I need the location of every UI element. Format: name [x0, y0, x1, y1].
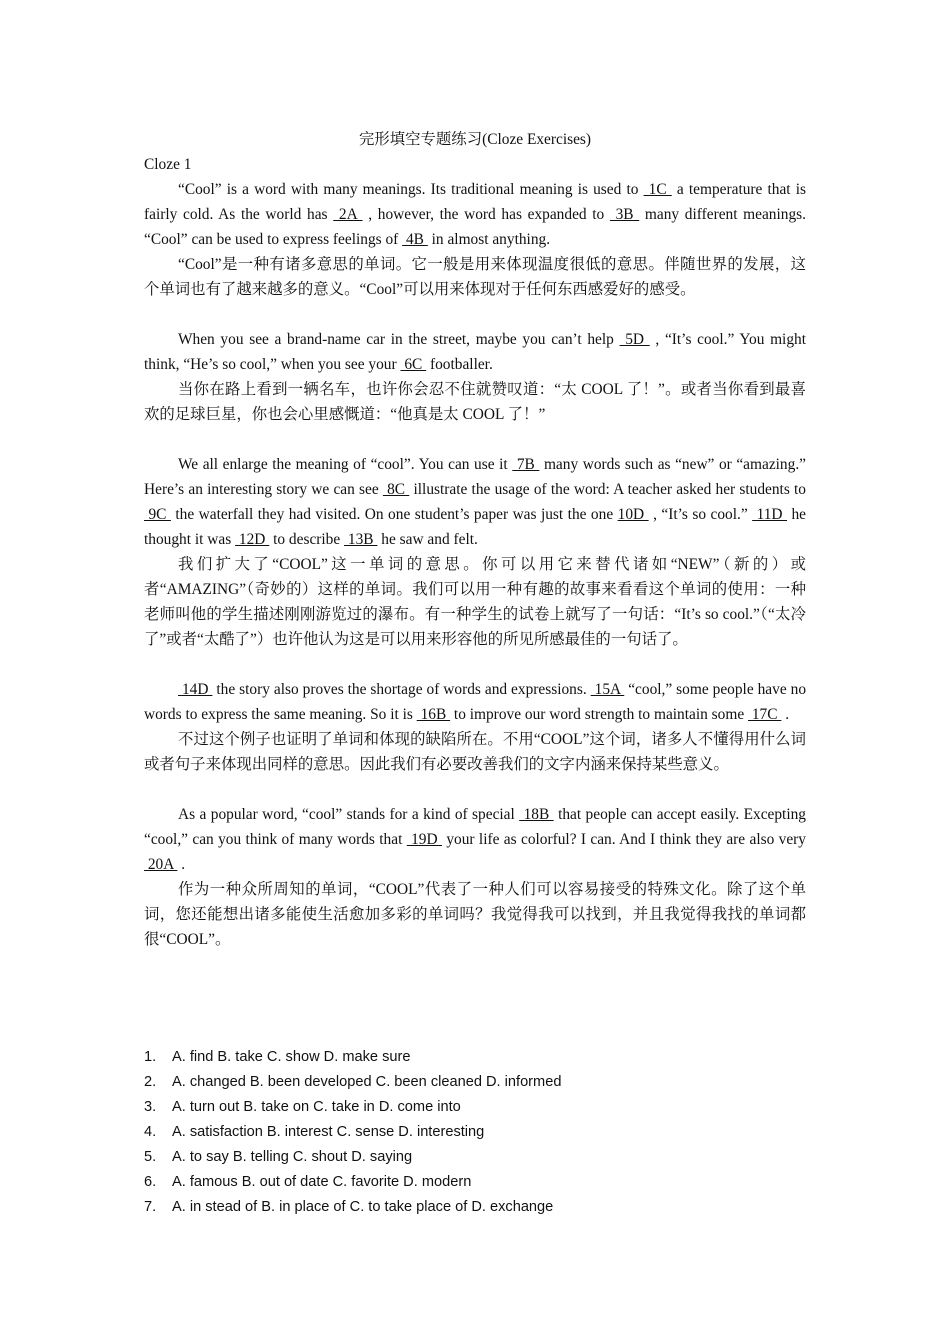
- text-run: many different meanings. “Cool” can be used to express feelings of: [144, 206, 807, 248]
- option-item: [144, 1070, 806, 1095]
- blank-3: 3B: [609, 206, 640, 223]
- blank-20: 20A: [144, 856, 178, 873]
- text-run: , “It’s cool.” You might think, “He’s so cool,” when you see your: [144, 331, 806, 373]
- blank-14: 14D: [178, 681, 213, 698]
- text-run: “Cool” is a word with many meanings. Its traditional meaning is used to: [178, 181, 644, 198]
- option-number: 6.: [144, 1174, 157, 1190]
- text-run: We all enlarge the meaning of “cool”. You can use it: [178, 456, 513, 473]
- page-title: 完形填空专题练习(Cloze Exercises): [358, 131, 592, 148]
- spacer: [144, 777, 806, 802]
- text-run: .: [781, 706, 790, 723]
- text-run: , “It’s so cool.”: [648, 506, 753, 523]
- blank-1: 1C: [643, 181, 672, 198]
- option-text: A. in stead of B. in place of C. to take place of D. exchange: [172, 1199, 554, 1215]
- paragraph-5-cn: 作为一种众所周知的单词，“COOL”代表了一种人们可以容易接受的特殊文化。除了这个单词，您还能想出诸多能使生活愈加多彩的单词吗？我觉得我可以找到，并且我觉得我找的单词都很“COOL”。: [144, 881, 806, 948]
- option-number: 3.: [144, 1099, 157, 1115]
- text-run: .: [177, 856, 186, 873]
- blank-5: 5D: [619, 331, 650, 348]
- option-number: 7.: [144, 1199, 157, 1215]
- blank-9: 9C: [144, 506, 171, 523]
- document-page: [144, 127, 806, 952]
- option-item: [144, 1045, 806, 1070]
- option-number: 4.: [144, 1124, 157, 1140]
- text-run: the waterfall they had visited. On one student’s paper was just the one: [170, 506, 618, 523]
- blank-17: 17C: [748, 706, 782, 723]
- option-number: 1.: [144, 1049, 157, 1065]
- cloze-label: Cloze 1: [144, 156, 192, 173]
- blank-18: 18B: [519, 806, 554, 823]
- text-run: footballer.: [426, 356, 493, 373]
- blank-19: 19D: [406, 831, 442, 848]
- paragraph-5-en: [144, 802, 806, 877]
- paragraph-4-en: [144, 677, 806, 727]
- text-run: , however, the word has expanded to: [362, 206, 610, 223]
- blank-15: 15A: [590, 681, 625, 698]
- options-list: [144, 1045, 806, 1220]
- option-text: A. satisfaction B. interest C. sense D. interesting: [172, 1124, 485, 1140]
- text-run: When you see a brand-name car in the street, maybe you can’t help: [178, 331, 620, 348]
- text-run: to describe: [269, 531, 345, 548]
- spacer: [144, 652, 806, 677]
- text-run: illustrate the usage of the word: A teacher asked her students to: [409, 481, 806, 498]
- text-run: that people can accept easily. Excepting “cool,” can you think of many words that: [144, 806, 806, 848]
- blank-13: 13B: [344, 531, 378, 548]
- paragraph-2-cn: 当你在路上看到一辆名车，也许你会忍不住就赞叹道：“太 COOL 了！”。或者当你看到最喜欢的足球巨星，你也会心里感慨道：“他真是太 COOL 了！”: [144, 381, 806, 423]
- paragraph-2-en: [144, 327, 806, 377]
- blank-16: 16B: [416, 706, 451, 723]
- paragraph-1-en: [144, 177, 806, 252]
- blank-10: 10D: [617, 506, 649, 523]
- text-run: “cool,” some people have no words to express the same meaning. So it is: [144, 681, 807, 723]
- option-item: [144, 1170, 806, 1195]
- text-run: many words such as “new” or “amazing.” Here’s an interesting story we can see: [144, 456, 806, 498]
- text-run: he saw and felt.: [377, 531, 478, 548]
- blank-7: 7B: [512, 456, 540, 473]
- paragraph-3-en: [144, 452, 806, 552]
- blank-4: 4B: [402, 231, 428, 248]
- text-run: in almost anything.: [427, 231, 551, 248]
- blank-8: 8C: [382, 481, 410, 498]
- option-text: A. to say B. telling C. shout D. saying: [172, 1149, 413, 1165]
- option-text: A. changed B. been developed C. been cleaned D. informed: [172, 1074, 562, 1090]
- paragraph-4-cn: 不过这个例子也证明了单词和体现的缺陷所在。不用“COOL”这个词，诸多人不懂得用什么词或者句子来体现出同样的意思。因此我们有必要改善我们的文字内涵来保持某些意义。: [144, 731, 806, 773]
- option-number: 5.: [144, 1149, 157, 1165]
- spacer: [144, 427, 806, 452]
- blank-11: 11D: [752, 506, 788, 523]
- option-item: [144, 1145, 806, 1170]
- option-item: [144, 1195, 806, 1220]
- option-text: A. famous B. out of date C. favorite D. modern: [172, 1174, 472, 1190]
- spacer: [144, 302, 806, 327]
- option-number: 2.: [144, 1074, 157, 1090]
- paragraph-1-cn: “Cool”是一种有诸多意思的单词。它一般是用来体现温度很低的意思。伴随世界的发展，这个单词也有了越来越多的意义。“Cool”可以用来体现对于任何东西感爱好的感受。: [144, 256, 806, 298]
- option-text: A. turn out B. take on C. take in D. come into: [172, 1099, 461, 1115]
- paragraph-3-cn: 我们扩大了“COOL”这一单词的意思。你可以用它来替代诸如“NEW”（新的）或者“AMAZING”（奇妙的）这样的单词。我们可以用一种有趣的故事来看看这个单词的使用：一种老师叫他的学生描述刚刚游览过的瀑布。有一种学生的试卷上就写了一句话：“It’s so cool.”（“太冷了”或者“太酷了”）也许他认为这是可以用来形容他的所见所感最佳的一句话了。: [144, 556, 806, 648]
- option-item: [144, 1095, 806, 1120]
- blank-6: 6C: [400, 356, 427, 373]
- blank-2: 2A: [333, 206, 363, 223]
- text-run: the story also proves the shortage of words and expressions.: [212, 681, 591, 698]
- option-text: A. find B. take C. show D. make sure: [172, 1049, 411, 1065]
- blank-12: 12D: [235, 531, 270, 548]
- text-run: your life as colorful? I can. And I think they are also very: [441, 831, 806, 848]
- text-run: As a popular word, “cool” stands for a kind of special: [178, 806, 520, 823]
- text-run: to improve our word strength to maintain some: [450, 706, 749, 723]
- text-run: he thought it was: [144, 506, 807, 548]
- text-run: a temperature that is fairly cold. As the world has: [144, 181, 806, 223]
- option-item: [144, 1120, 806, 1145]
